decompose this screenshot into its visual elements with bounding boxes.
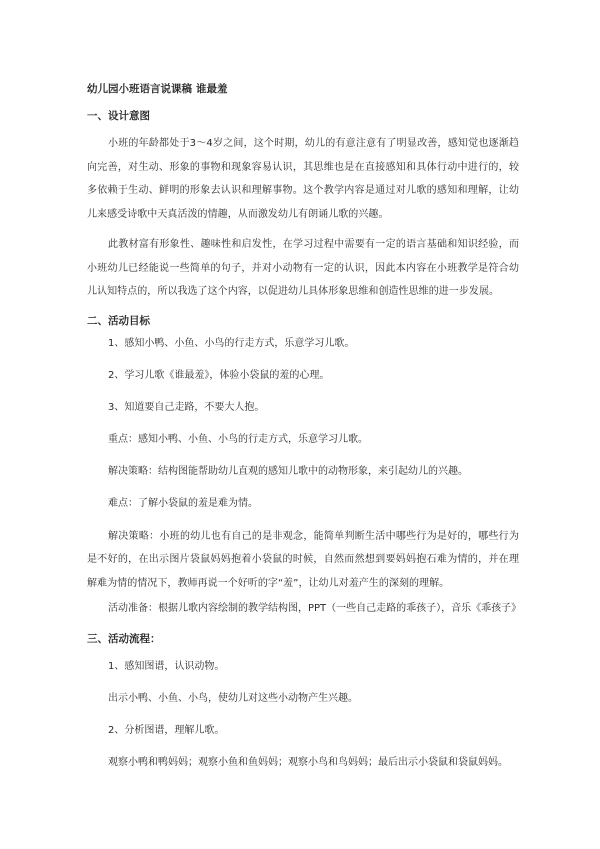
section-heading-design-intent: 一、设计意图 xyxy=(87,110,150,122)
paragraph: 此教材富有形象性、趣味性和启发性，在学习过程中需要有一定的语言基础和知识经验，而小班幼儿已经能说一些简单的句子，并对小动物有一定的认识，因此本内容在小班教学是符合幼儿认知特点的，所以我选了这个内容，以促进幼儿具体形象思维和创造性思维的进一步发展。 xyxy=(87,239,519,297)
key-point: 重点：感知小鸭、小鱼、小鸟的行走方式，乐意学习儿歌。 xyxy=(108,433,368,445)
paragraph: 小班的年龄都处于3～4岁之间，这个时期，幼儿的有意注意有了明显改善，感知觉也逐渐趋向完善，对生动、形象的事物和现象容易认识，其思维也是在直接感知和具体行动中进行的，较多依赖于生动、鲜明的形象去认识和理解事物。这个教学内容是通过对儿歌的感知和理解，让幼儿来感受诗歌中天真活泼的情趣，从而激发幼儿有朗诵儿歌的兴趣。 xyxy=(87,138,519,220)
paragraph: 解决策略：小班的幼儿也有自己的是非观念，能简单判断生活中哪些行为是好的，哪些行为是不好的，在出示图片袋鼠妈妈抱着小袋鼠的时候，自然而然想到要妈妈抱石难为情的，并在理解难为情的情况下，教师再说一个好听的字“羞”，让幼儿对羞产生的深刻的理解。 xyxy=(87,530,519,589)
activity-prep: 活动准备：根据儿歌内容绘制的教学结构图，PPT（一些自己走路的乖孩子），音乐《乖孩子》 xyxy=(108,603,522,614)
section-heading-activity-flow: 三、活动流程： xyxy=(87,633,161,645)
document-page xyxy=(87,82,522,788)
list-item: 3、知道要自己走路，不要大人抱。 xyxy=(108,401,265,413)
list-item: 观察小鸭和鸭妈妈；观察小鱼和鱼妈妈；观察小鸟和鸟妈妈；最后出示小袋鼠和袋鼠妈妈。 xyxy=(108,757,508,768)
strategy-line: 解决策略：结构图能帮助幼儿直观的感知儿歌中的动物形象，来引起幼儿的兴趣。 xyxy=(108,465,468,477)
document-title-text: 幼儿园小班语言说课稿 xyxy=(87,83,192,95)
list-item: 出示小鸭、小鱼、小鸟，使幼儿对这些小动物产生兴趣。 xyxy=(108,693,358,704)
list-item: 2、学习儿歌《谁最羞》，体验小袋鼠的羞的心理。 xyxy=(108,369,330,381)
document-title xyxy=(87,82,519,96)
section-heading-activity-goals: 二、活动目标 xyxy=(87,314,150,327)
list-item: 2、分析图谱，理解儿歌。 xyxy=(108,725,225,736)
list-item: 1、感知小鸭、小鱼、小鸟的行走方式，乐意学习儿歌。 xyxy=(108,337,355,349)
list-item: 1、感知图谱，认识动物。 xyxy=(108,661,225,672)
document-subtitle: 谁最羞 xyxy=(196,83,228,95)
difficulty-line: 难点：了解小袋鼠的羞是难为情。 xyxy=(108,497,258,509)
